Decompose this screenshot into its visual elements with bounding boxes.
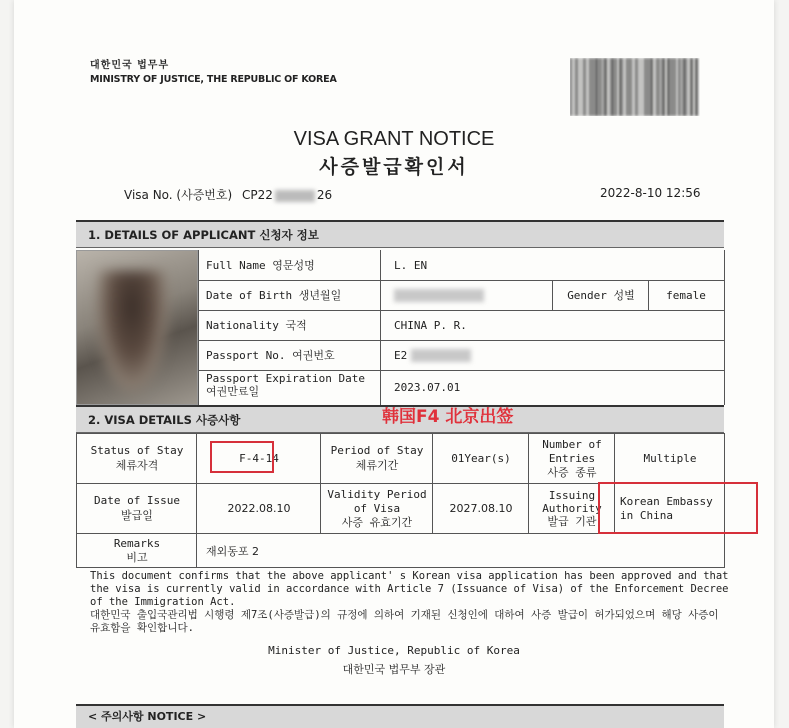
nationality-label: Nationality 국적 — [206, 319, 307, 332]
barcode-bar — [644, 58, 646, 116]
redacted-block — [275, 190, 315, 202]
barcode-bar — [629, 58, 631, 116]
notice-section-title: < 주의사항 NOTICE > — [76, 704, 724, 728]
authority-value-1: Korean Embassy — [620, 494, 713, 508]
full-name-value: L. EN — [394, 258, 428, 272]
barcode-bar — [683, 58, 686, 116]
issue-label-ko: 발급일 — [121, 509, 153, 522]
applicant-photo — [76, 250, 198, 405]
barcode-bar — [619, 58, 622, 116]
table-line — [380, 250, 381, 405]
status-of-stay-label — [78, 434, 196, 483]
minister-signature-en: Minister of Justice, Republic of Korea — [268, 644, 520, 657]
barcode-bar — [602, 58, 603, 116]
barcode-bar — [576, 58, 578, 116]
passport-value-prefix: E2 — [394, 348, 408, 362]
barcode-bar — [650, 58, 653, 116]
nationality-value: CHINA P. R. — [394, 318, 467, 332]
table-line — [648, 280, 649, 310]
period-of-stay-value: 01Year(s) — [451, 452, 511, 465]
barcode-bar — [589, 58, 591, 116]
entries-label-en-2: Entries — [548, 451, 596, 465]
document-title-ko: 사증발급확인서 — [319, 156, 469, 178]
validity-label-en-2: of Visa — [353, 501, 401, 515]
handwritten-annotation: 韩国F4 北京出签 — [382, 407, 514, 427]
ministry-name-en: MINISTRY OF JUSTICE, THE REPUBLIC OF KOREA — [90, 74, 337, 85]
barcode-bar — [615, 58, 617, 116]
validity-label-en-1: Validity Period — [327, 487, 427, 501]
visa-number-suffix: 26 — [316, 188, 333, 202]
visa-number — [124, 186, 332, 203]
barcode-bar — [647, 58, 649, 116]
barcode-bar — [583, 58, 585, 116]
authority-label-en-1: Issuing — [548, 489, 596, 502]
issue-label-en: Date of Issue — [93, 494, 181, 507]
section-applicant-title: 1. DETAILS OF APPLICANT 신청자 정보 — [76, 220, 724, 248]
barcode-bar — [574, 58, 575, 116]
status-label-ko: 체류자격 — [115, 459, 159, 472]
barcode — [570, 58, 700, 116]
period-of-stay-label — [322, 434, 432, 483]
validity-period-value: 2027.08.10 — [449, 502, 513, 515]
visa-document — [14, 0, 774, 728]
barcode-bar — [657, 58, 659, 116]
barcode-bar — [586, 58, 587, 116]
validity-period-label — [322, 484, 432, 533]
status-label-en: Status of Stay — [90, 444, 184, 457]
highlight-box — [598, 482, 758, 534]
entries-label-en-1: Number of — [542, 437, 602, 451]
barcode-bar — [695, 58, 698, 116]
barcode-bar — [662, 58, 665, 116]
gender-value: female — [666, 288, 706, 302]
dob-label: Date of Birth 생년월일 — [206, 289, 342, 302]
passport-expiration-label — [206, 372, 365, 398]
barcode-bar — [638, 58, 639, 116]
barcode-bar — [687, 58, 688, 116]
full-name-label: Full Name 영문성명 — [206, 259, 315, 272]
barcode-bar — [660, 58, 661, 116]
redacted-block — [411, 349, 471, 362]
barcode-bar — [671, 58, 673, 116]
authority-value-2: in China — [620, 508, 673, 522]
highlight-box — [210, 441, 274, 473]
date-of-issue-value: 2022.08.10 — [227, 502, 291, 515]
barcode-bar — [611, 58, 614, 116]
barcode-bar — [623, 58, 624, 116]
table-line — [198, 250, 199, 405]
barcode-bar — [690, 58, 693, 116]
barcode-bar — [641, 58, 642, 116]
passport-value — [394, 340, 544, 370]
barcode-bar — [595, 58, 598, 116]
barcode-bar — [681, 58, 682, 116]
remarks-value: 재외동포 2 — [206, 544, 259, 558]
table-line — [552, 280, 553, 310]
validity-label-ko: 사증 유효기간 — [341, 515, 413, 529]
barcode-bar — [570, 58, 572, 116]
statement-ko: 대한민국 출입국관리법 시행령 제7조(사증발급)의 규정에 의하여 기재된 신청인에 대하여 사증 발급이 허가되었으며 해당 사증이 유효함을 확인합니다. — [90, 609, 719, 634]
barcode-bar — [592, 58, 594, 116]
document-title-en: VISA GRANT NOTICE — [293, 128, 495, 150]
table-line — [196, 433, 197, 568]
period-label-ko: 체류기간 — [355, 459, 399, 472]
gender-label: Gender 성별 — [567, 289, 635, 302]
table-line — [76, 567, 724, 568]
barcode-bar — [632, 58, 633, 116]
barcode-bar — [580, 58, 581, 116]
period-label-en: Period of Stay — [330, 444, 424, 457]
authority-label-ko: 발급 기관 — [547, 515, 597, 528]
barcode-bar — [599, 58, 601, 116]
ministry-name-ko: 대한민국 법무부 — [90, 60, 170, 71]
entries-value: Multiple — [643, 452, 697, 465]
passport-expiration-value: 2023.07.01 — [394, 381, 461, 394]
barcode-bar — [674, 58, 676, 116]
status-of-stay-value: F-4-14 — [239, 452, 279, 465]
statement-en: This document confirms that the above applicant' s Korean visa application has been approved and that the visa is currently valid in accordance with Article 7 (Issuance of Visa) of the Enforcement Decree of the Immigration Act. — [90, 570, 729, 608]
entries-label — [530, 434, 614, 483]
barcode-bar — [655, 58, 656, 116]
barcode-bar — [635, 58, 637, 116]
passport-expiration-label-ko: 여권만료일 — [206, 385, 260, 398]
barcode-bar — [667, 58, 670, 116]
barcode-bar — [626, 58, 628, 116]
authority-label-en-2: Authority — [542, 502, 602, 515]
remarks-label — [78, 534, 196, 567]
remarks-label-ko: 비고 — [126, 550, 148, 564]
entries-label-ko: 사증 종류 — [547, 465, 597, 479]
passport-expiration-label-en: Passport Expiration Date — [206, 372, 365, 385]
passport-label: Passport No. 여권번호 — [206, 349, 335, 362]
visa-number-prefix: CP22 — [242, 188, 273, 202]
confirmation-statement — [90, 570, 730, 635]
section-visa-title: 2. VISA DETAILS 사증사항 — [76, 405, 724, 433]
barcode-bar — [609, 58, 610, 116]
barcode-bar — [678, 58, 680, 116]
barcode-bar — [604, 58, 607, 116]
table-line — [76, 433, 77, 568]
table-line — [724, 250, 725, 405]
minister-signature-ko: 대한민국 법무부 장관 — [342, 663, 446, 676]
issued-datetime: 2022-8-10 12:56 — [600, 186, 701, 200]
dob-value-redacted — [394, 280, 544, 310]
remarks-label-en: Remarks — [113, 536, 161, 550]
date-of-issue-label — [78, 484, 196, 533]
visa-number-label: Visa No. (사증번호) — [124, 188, 233, 202]
